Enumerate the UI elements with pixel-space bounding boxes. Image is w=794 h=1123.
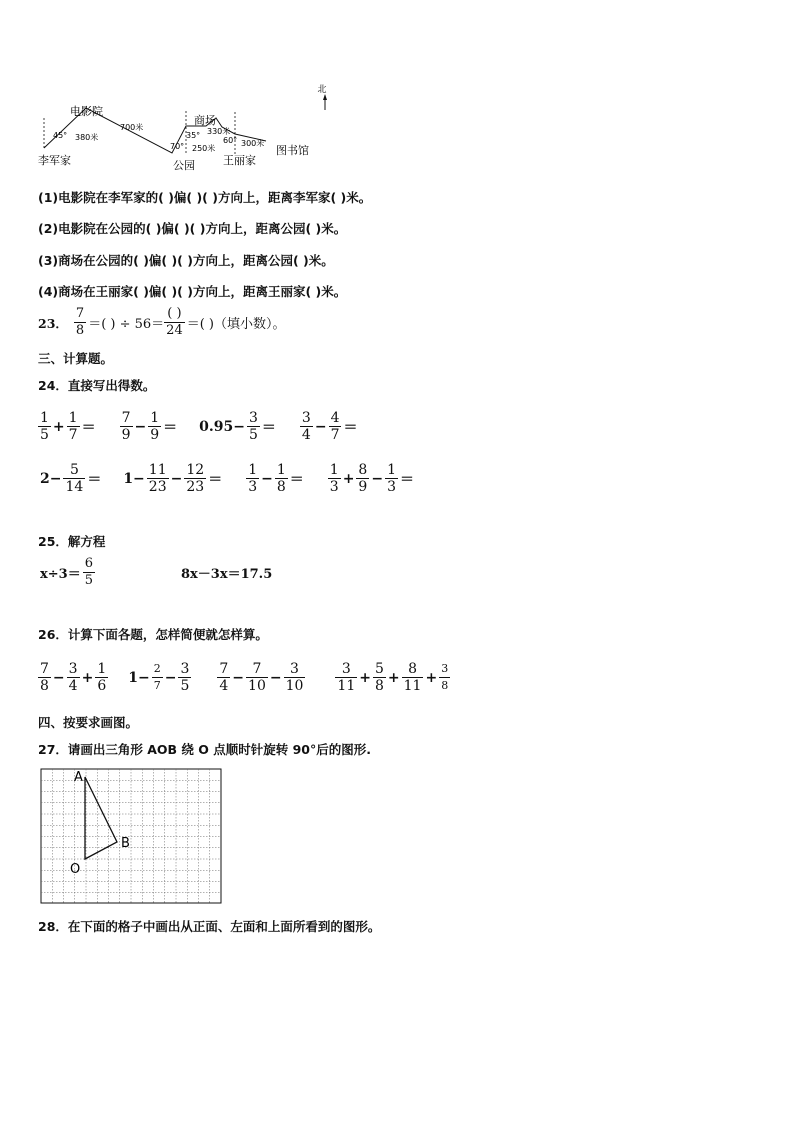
q24-title: 24．直接写出得数。 bbox=[38, 378, 156, 393]
vertex-label-o: O bbox=[70, 862, 81, 877]
q22-item-2: (2)电影院在公园的( )偏( )( )方向上，距离公园( )米。 bbox=[38, 221, 347, 236]
expression: 1− $\frac{11}{23}$ − $\frac{12}{23}$ ＝ bbox=[123, 462, 223, 495]
q26-title: 26．计算下面各题，怎样简便就怎样算。 bbox=[38, 627, 268, 642]
section-3-heading: 三、计算题。 bbox=[38, 351, 114, 366]
distance-label: 330米 bbox=[207, 127, 231, 136]
place-mall: 商场 bbox=[194, 114, 216, 127]
distance-label: 250米 bbox=[192, 144, 216, 153]
q25-title: 25．解方程 bbox=[38, 534, 106, 549]
grid-lines bbox=[41, 769, 221, 903]
place-wangli: 王丽家 bbox=[223, 154, 256, 167]
angle-label: 45° bbox=[53, 131, 68, 140]
place-cinema: 电影院 bbox=[70, 105, 103, 118]
expression: 0.95− $\frac{3}{5}$ ＝ bbox=[199, 410, 276, 443]
equation-1: x÷3＝ $\frac{6}{5}$ bbox=[40, 556, 93, 588]
expression: 2− $\frac{5}{14}$ ＝ bbox=[40, 462, 102, 495]
distance-label: 300米 bbox=[241, 139, 265, 148]
expression: $\frac{7}{4}$ − $\frac{7}{10}$ − $\frac{3}{10}$ bbox=[219, 661, 304, 694]
expression: $\frac{1}{3}$ − $\frac{1}{8}$ ＝ bbox=[248, 462, 304, 495]
q23-number: 23． bbox=[38, 315, 68, 331]
angle-label: 35° bbox=[186, 131, 201, 140]
expression: $\frac{3}{4}$ − $\frac{4}{7}$ ＝ bbox=[301, 410, 358, 443]
vertex-label-b: B bbox=[121, 836, 130, 851]
q27-title: 27．请画出三角形 AOB 绕 O 点顺时针旋转 90°后的图形. bbox=[38, 742, 372, 757]
equation-2: 8x－3x＝17.5 bbox=[180, 567, 273, 582]
vertex-label-a: A bbox=[74, 770, 83, 785]
route-map bbox=[30, 80, 330, 175]
place-library: 图书馆 bbox=[276, 144, 309, 157]
place-park: 公园 bbox=[173, 159, 195, 172]
expression: $\frac{7}{8}$ − $\frac{3}{4}$ + $\frac{1}{6}$ bbox=[40, 661, 107, 694]
expression: $\frac{7}{9}$ − $\frac{1}{9}$ ＝ bbox=[121, 410, 178, 443]
q23-part2: ＝( )（填小数）。 bbox=[186, 317, 286, 332]
q26-expressions bbox=[38, 661, 450, 694]
rotation-grid bbox=[39, 767, 223, 905]
angle-label: 70° bbox=[170, 142, 185, 151]
q23-part1: ＝( ) ÷ 56＝ bbox=[88, 317, 165, 332]
q22-item-3: (3)商场在公园的( )偏( )( )方向上，距离公园( )米。 bbox=[38, 253, 334, 268]
q28-title: 28．在下面的格子中画出从正面、左面和上面所看到的图形。 bbox=[38, 919, 381, 934]
expression: $\frac{1}{3}$ + $\frac{8}{9}$ − $\frac{1}{3}$ ＝ bbox=[329, 462, 414, 495]
distance-label: 700米 bbox=[120, 123, 144, 132]
q22-item-1: (1)电影院在李军家的( )偏( )( )方向上，距离李军家( )米。 bbox=[38, 190, 372, 205]
fraction: $\frac{7}{8}$ bbox=[75, 306, 85, 338]
place-lijun: 李军家 bbox=[38, 154, 71, 167]
fraction: $\frac{( )}{24}$ bbox=[166, 306, 183, 338]
expression: 1− $\frac{2}{7}$ − $\frac{3}{5}$ bbox=[128, 661, 190, 694]
q22-item-4: (4)商场在王丽家( )偏( )( )方向上，距离王丽家( )米。 bbox=[38, 284, 347, 299]
q24-row-2 bbox=[38, 462, 416, 495]
q25-equations bbox=[38, 556, 274, 589]
q24-row-1 bbox=[38, 410, 359, 443]
expression: $\frac{3}{11}$ + $\frac{5}{8}$ + $\frac{8}{11}$ + $\frac{3}{8}$ bbox=[337, 661, 449, 694]
section-4-heading: 四、按要求画图。 bbox=[38, 715, 139, 730]
angle-label: 60° bbox=[223, 136, 238, 145]
q23 bbox=[38, 306, 286, 339]
distance-label: 380米 bbox=[75, 133, 99, 142]
expression: $\frac{1}{5}$ + $\frac{1}{7}$ ＝ bbox=[40, 410, 96, 443]
north-label: 北 bbox=[317, 85, 327, 95]
triangle-aob bbox=[85, 777, 117, 859]
